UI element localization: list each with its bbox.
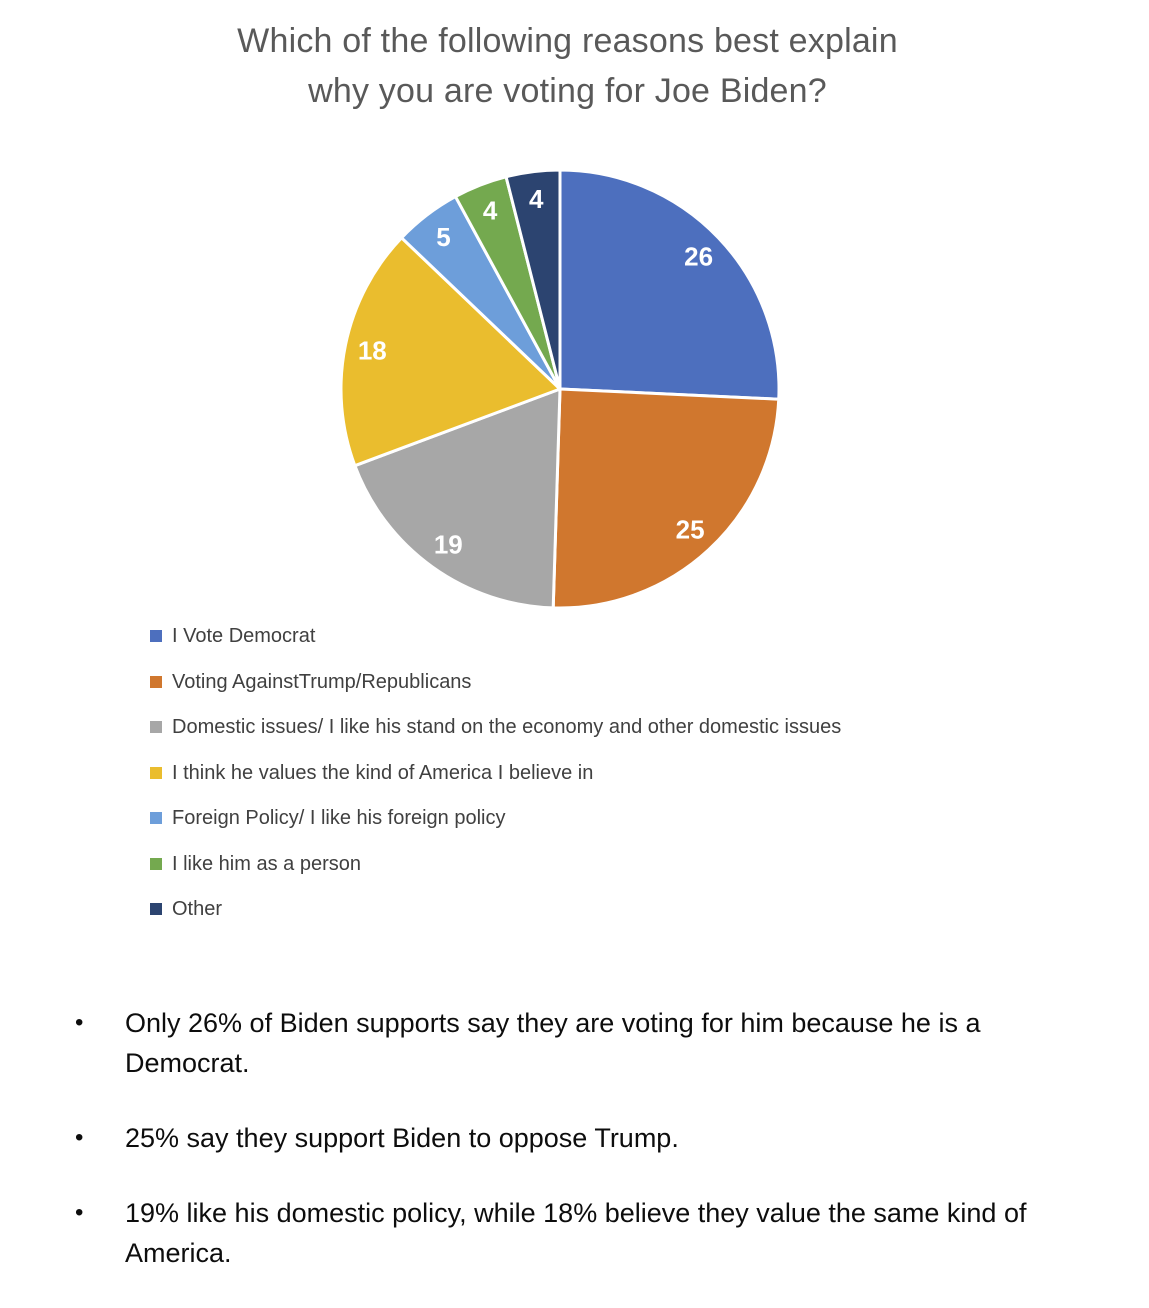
pie-slice-label: 4 (482, 195, 498, 226)
legend-label: I Vote Democrat (172, 625, 316, 647)
bullet-item: • 19% like his domestic policy, while 18% believe they value the same kind of America. (75, 1193, 1105, 1273)
legend-item (150, 670, 841, 694)
chart-title (0, 16, 1135, 116)
chart-title-line1: Which of the following reasons best explain (237, 22, 898, 60)
legend-color-swatch (150, 858, 162, 870)
legend-color-swatch (150, 903, 162, 915)
pie-chart (330, 159, 790, 619)
legend-item (150, 715, 841, 739)
chart-legend (150, 624, 841, 943)
pie-slice-label: 19 (433, 529, 463, 560)
pie-chart-area (330, 159, 790, 619)
legend-color-swatch (150, 767, 162, 779)
legend-color-swatch (150, 676, 162, 688)
pie-slice (560, 170, 779, 399)
pie-slice-label: 18 (357, 335, 387, 366)
pie-slice (553, 389, 779, 608)
legend-color-swatch (150, 630, 162, 642)
legend-color-swatch (150, 721, 162, 733)
bullet-list (75, 1003, 1105, 1308)
legend-label: Domestic issues/ I like his stand on the economy and other domestic issues (172, 716, 842, 738)
legend-item (150, 761, 841, 785)
pie-slice-label: 4 (528, 183, 544, 214)
legend-item (150, 806, 841, 830)
legend-label: Other (172, 898, 223, 920)
legend-label: I think he values the kind of America I believe in (172, 761, 594, 784)
legend-item (150, 624, 841, 648)
bullet-item: • Only 26% of Biden supports say they are voting for him because he is a Democrat. (75, 1003, 1105, 1083)
chart-title-line2: why you are voting for Joe Biden? (308, 72, 827, 110)
legend-color-swatch (150, 812, 162, 824)
pie-slice-label: 5 (436, 221, 451, 252)
legend-label: Voting AgainstTrump/Republicans (172, 670, 472, 693)
bullet-item: • 25% say they support Biden to oppose Trump. (75, 1118, 1105, 1158)
legend-item (150, 852, 841, 876)
legend-label: Foreign Policy/ I like his foreign policy (172, 807, 506, 829)
pie-slice-label: 25 (675, 514, 705, 545)
legend-label: I like him as a person (172, 852, 361, 875)
legend-item (150, 897, 841, 921)
pie-slice-label: 26 (684, 241, 714, 272)
